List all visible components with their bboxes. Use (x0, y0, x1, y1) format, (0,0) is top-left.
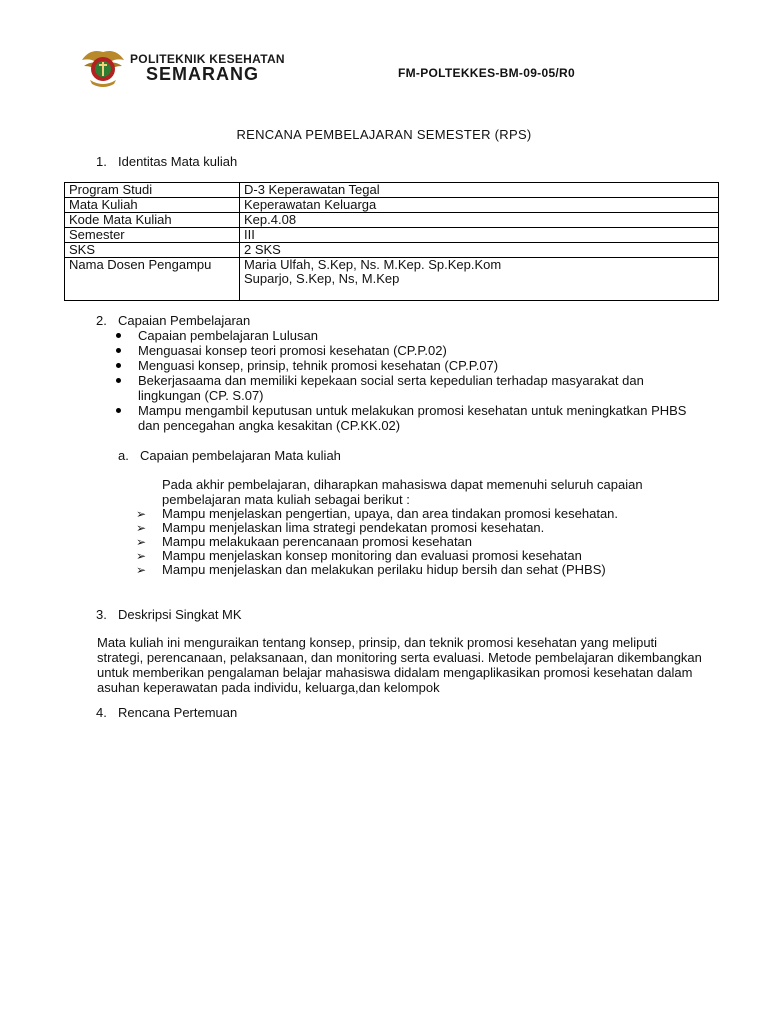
table-row (65, 228, 719, 243)
table-cell-value: D-3 Keperawatan Tegal (240, 183, 719, 198)
table-row (65, 258, 719, 301)
table-cell-key: Kode Mata Kuliah (65, 213, 240, 228)
document-title: RENCANA PEMBELAJARAN SEMESTER (RPS) (236, 127, 532, 142)
section-label: Identitas Mata kuliah (118, 154, 238, 169)
table-row (65, 213, 719, 228)
table-cell-value: Keperawatan Keluarga (240, 198, 719, 213)
section-2-heading (96, 313, 250, 328)
course-outcomes-list (136, 507, 696, 577)
poltekkes-logo-icon (80, 44, 126, 88)
section-label: Rencana Pertemuan (118, 705, 238, 720)
table-row (65, 183, 719, 198)
table-cell-value: 2 SKS (240, 243, 719, 258)
course-description: Mata kuliah ini menguraikan tentang konsep, prinsip, dan teknik promosi kesehatan yang meliputi strategi, perencanaan, pelaksanaan, dan monitoring serta evaluasi. Metode pembelajaran dikembangkan untuk memberikan pengalaman belajar mahasiswa didalam mengaplikasikan promosi kesehatan dalam asuhan keperawatan pada individu, keluarga,dan kelompok (97, 635, 702, 695)
section-number: 2. (96, 313, 107, 328)
org-name-line2: SEMARANG (146, 64, 260, 84)
section-2a-heading (118, 448, 341, 463)
table-cell-key: SKS (65, 243, 240, 258)
graduate-outcomes-list (113, 328, 703, 433)
list-item: Menguasai konsep teori promosi kesehatan (CP.P.02) (113, 343, 703, 358)
table-cell-value (240, 258, 719, 301)
list-item: Capaian pembelajaran Lulusan (113, 328, 703, 343)
list-item: ➢ Mampu menjelaskan dan melakukan perilaku hidup bersih dan sehat (PHBS) (136, 563, 696, 577)
table-cell-value: III (240, 228, 719, 243)
table-row (65, 243, 719, 258)
section-4-heading (96, 705, 237, 720)
section-label: Capaian pembelajaran Mata kuliah (140, 448, 341, 463)
lecturer-name: Suparjo, S.Kep, Ns, M.Kep (244, 271, 400, 286)
lecturer-name: Maria Ulfah, S.Kep, Ns. M.Kep. Sp.Kep.Kom (244, 257, 502, 272)
table-cell-key: Mata Kuliah (65, 198, 240, 213)
list-item: Bekerjasaama dan memiliki kepekaan social serta kepedulian terhadap masyarakat dan lingkungan (CP. S.07) (113, 373, 703, 403)
section-3-heading (96, 607, 242, 622)
table-row (65, 198, 719, 213)
list-item: ➢ Mampu menjelaskan pengertian, upaya, dan area tindakan promosi kesehatan. (136, 507, 696, 521)
table-cell-key: Program Studi (65, 183, 240, 198)
course-outcomes-intro: Pada akhir pembelajaran, diharapkan mahasiswa dapat memenuhi seluruh capaian pembelajaran mata kuliah sebagai berikut : (162, 477, 643, 507)
form-code: FM-POLTEKKES-BM-09-05/R0 (398, 66, 575, 80)
org-name-line1: POLITEKNIK KESEHATAN (130, 52, 285, 66)
section-number: a. (118, 448, 129, 463)
section-1-heading (96, 154, 237, 169)
identity-table (64, 182, 719, 301)
section-number: 4. (96, 705, 107, 720)
list-item: Mampu mengambil keputusan untuk melakukan promosi kesehatan untuk meningkatkan PHBS dan pencegahan angka kesakitan (CP.KK.02) (113, 403, 703, 433)
table-cell-key: Semester (65, 228, 240, 243)
list-item: ➢ Mampu melakukaan perencanaan promosi kesehatan (136, 535, 696, 549)
table-cell-value: Kep.4.08 (240, 213, 719, 228)
section-number: 3. (96, 607, 107, 622)
table-cell-key: Nama Dosen Pengampu (65, 258, 240, 301)
list-item: ➢ Mampu menjelaskan lima strategi pendekatan promosi kesehatan. (136, 521, 696, 535)
section-number: 1. (96, 154, 107, 169)
section-label: Deskripsi Singkat MK (118, 607, 242, 622)
list-item: ➢ Mampu menjelaskan konsep monitoring dan evaluasi promosi kesehatan (136, 549, 696, 563)
list-item: Menguasi konsep, prinsip, tehnik promosi kesehatan (CP.P.07) (113, 358, 703, 373)
section-label: Capaian Pembelajaran (118, 313, 251, 328)
